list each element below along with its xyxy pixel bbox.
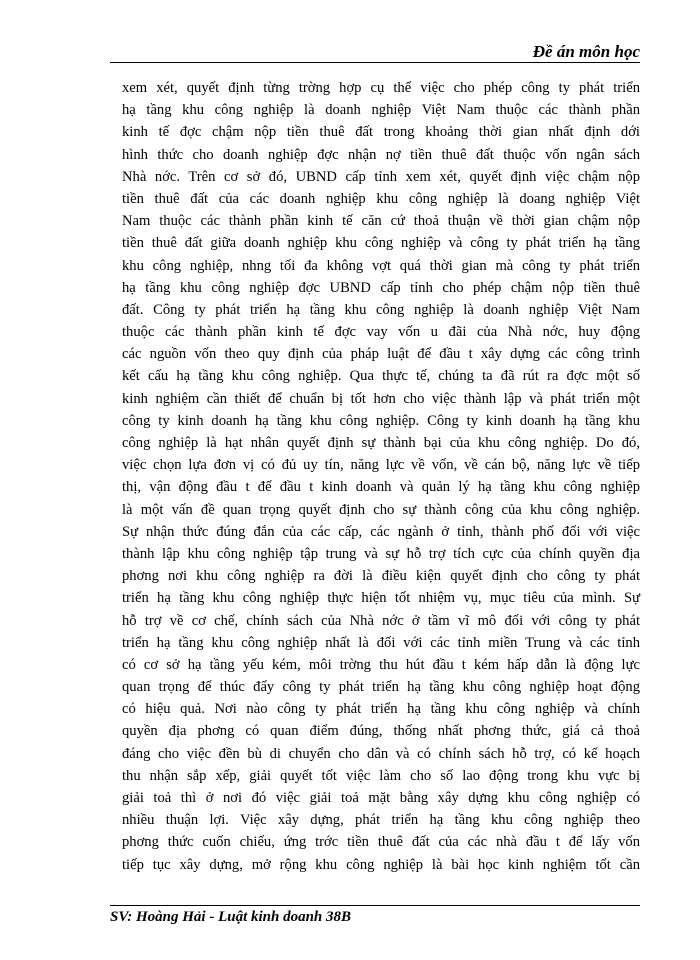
text-line: đáng cho việc đền bù di chuyển cho dân và có chính sách hỗ trợ, có kế hoạch (122, 745, 640, 762)
text-line: kinh tế đợc chậm nộp tiền thuê đất trong khoảng thời gian nhất định dới (122, 124, 640, 141)
text-line: giải toả thì ở nơi đó việc giải toả mặt bằng xây dựng khu công nghiệp có (122, 790, 640, 806)
text-line: Nhà nớc. Trên cơ sở đó, UBND cấp tỉnh xem xét, quyết định việc chậm nộp (122, 168, 640, 185)
text-line: quan trọng để thúc đẩy công ty phát triển hạ tầng khu công nghiệp hoạt động (122, 679, 640, 696)
body-paragraph (122, 77, 640, 876)
text-line: tiếp tục xây dựng, mở rộng khu công nghiệp là bài học kinh nghiệm tốt cần (122, 856, 640, 873)
text-line: kết cấu hạ tầng khu công nghiệp. Qua thực tế, chúng ta đã rút ra đợc một số (122, 368, 640, 385)
text-line: thu nhận sắp xếp, giải quyết tốt việc làm cho số lao động trong khu vực bị (122, 767, 640, 784)
text-line: triển hạ tầng khu công nghiệp nhất là đối với các tỉnh miền Trung và các tỉnh (122, 634, 640, 651)
text-line: tiền thuê đất của các doanh nghiệp khu công nghiệp là doang nghiệp Việt (122, 190, 640, 207)
text-line: việc chọn lựa đơn vị có đủ uy tín, năng lực về vốn, về cán bộ, năng lực về tiếp (122, 457, 640, 474)
text-line: Nam thuộc các thành phần kinh tế căn cứ thoả thuận về thời gian chậm nộp (122, 213, 640, 230)
text-line: đất. Công ty phát triển hạ tầng khu công nghiệp là doanh nghiệp Việt Nam (122, 301, 640, 318)
text-line: hạ tầng khu công nghiệp đợc UBND cấp tỉnh cho phép chậm nộp tiền thuê (122, 279, 640, 296)
text-line: phơng nơi khu công nghiệp ra đời là điều kiện quyết định cho công ty phát (122, 568, 640, 585)
text-line: nhiều thuận lợi. Việc xây dựng, phát triển hạ tầng khu công nghiệp theo (122, 812, 640, 829)
text-line: hạ tầng khu công nghiệp là doanh nghiệp Việt Nam thuộc các thành phần (122, 102, 640, 119)
text-line: thuộc các thành phần kinh tế đợc vay vốn u đãi của Nhà nớc, huy động (122, 324, 640, 341)
text-line: xem xét, quyết định từng trờng hợp cụ thể việc cho phép công ty phát triển (122, 80, 640, 96)
text-line: công nghiệp là hạt nhân quyết định sự thành bại của khu công nghiệp. Do đó, (122, 435, 640, 451)
text-line: có hiệu quả. Nơi nào công ty phát triển hạ tầng khu công nghiệp và chính (122, 701, 640, 718)
text-line: phơng thức cuốn chiếu, ứng trớc tiền thuê đất của các nhà đầu t để lấy vốn (122, 834, 640, 851)
text-line: kinh nghiệm cần thiết để chuẩn bị tốt hơn cho việc thành lập và phát triển một (122, 390, 640, 407)
footer-author: SV: Hoàng Hải - Luật kinh doanh 38B (110, 909, 352, 925)
text-line: các nguồn vốn theo quy định của pháp luật để đầu t xây dựng các công trình (122, 346, 640, 363)
text-line: thành lập khu công nghiệp tập trung và sự hỗ trợ tích cực của chính quyền địa (122, 545, 640, 562)
page-header (110, 38, 640, 63)
header-title: Đề án môn học (532, 42, 640, 61)
text-line: khu công nghiệp, nhng tối đa không vợt quá thời gian mà công ty phát triển (122, 257, 640, 274)
text-line: thị, vận động đầu t để đầu t kinh doanh và quản lý hạ tầng khu công nghiệp (122, 479, 640, 496)
page-footer (110, 905, 640, 925)
text-line: công ty kinh doanh hạ tầng khu công nghiệp. Công ty kinh doanh hạ tầng khu (122, 412, 640, 429)
text-line: triển hạ tầng khu công nghiệp thực hiện tốt nhiệm vụ, mục tiêu của mình. Sự (122, 590, 640, 607)
text-line: Sự nhận thức đúng đắn của các cấp, các ngành ở tỉnh, thành phố đối với việc (122, 523, 640, 540)
text-line: hỗ trợ về cơ chế, chính sách của Nhà nớc ở tầm vĩ mô đối với công ty phát (122, 612, 640, 629)
text-line: có cơ sở hạ tầng yếu kém, môi trờng thu hút đầu t kém hấp dẫn là động lực (122, 656, 640, 673)
text-line: là một vấn đề quan trọng quyết định cho sự thành công của khu công nghiệp. (122, 501, 640, 518)
text-line: hình thức cho doanh nghiệp đợc nhận nợ tiền thuê đất thuộc vốn ngân sách (122, 146, 640, 163)
text-line: quyền địa phơng có quan điểm đúng, thống nhất phơng thức, giá cả thoả (122, 723, 640, 740)
text-line: tiền thuê đất giữa doanh nghiệp khu công nghiệp và công ty phát triển hạ tầng (122, 235, 640, 252)
